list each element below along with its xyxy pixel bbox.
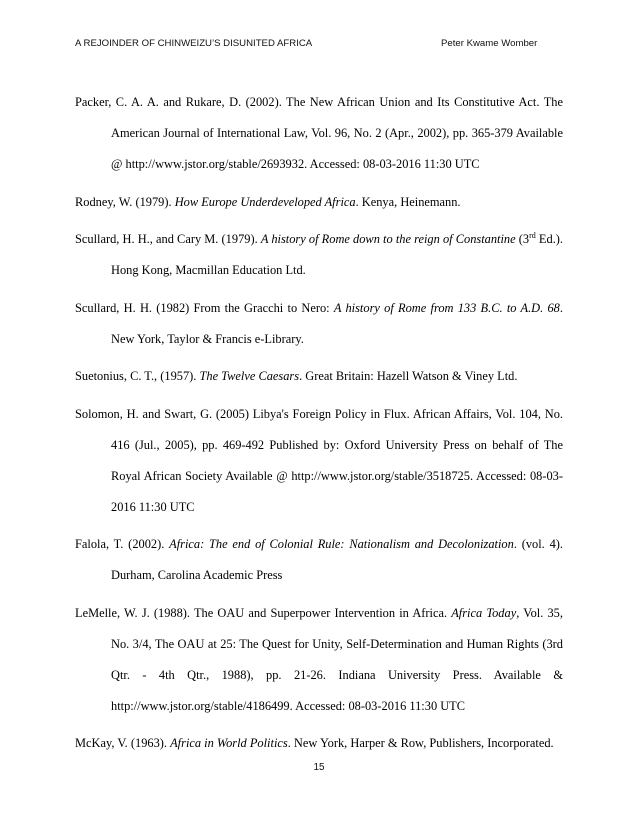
- reference-title: A history of Rome down to the reign of Constantine: [260, 232, 516, 246]
- reference-entry: Rodney, W. (1979). How Europe Underdeveloped Africa. Kenya, Heinemann.: [75, 194, 461, 209]
- reference-title: Africa in World Politics: [170, 736, 288, 750]
- reference-entry: McKay, V. (1963). Africa in World Politics. New York, Harper & Row, Publishers, Incorporated.: [75, 736, 554, 750]
- reference-entry: Falola, T. (2002). Africa: The end of Colonial Rule: Nationalism and Decolonization. (vol. 4). Durham, Carolina Academic Press: [75, 537, 563, 582]
- reference-title: The Twelve Caesars: [199, 369, 300, 383]
- reference-entry: Scullard, H. H. (1982) From the Gracchi to Nero: A history of Rome from 133 B.C. to A.D. 68. New York, Taylor & Francis e-Library.: [75, 300, 563, 346]
- reference-entry: Scullard, H. H., and Cary M. (1979). A history of Rome down to the reign of Constantine (3rd Ed.). Hong Kong, Macmillan Education Ltd.: [75, 230, 564, 277]
- reference-entry: Packer, C. A. A. and Rukare, D. (2002). The New African Union and Its Constitutive Act. The American Journal of International Law, Vol. 96, No. 2 (Apr., 2002), pp. 365-379 Available @ http://www.jstor.org/stable/2693932. Accessed: 08-03-2016 11:30 UTC: [75, 95, 563, 171]
- reference-title: How Europe Underdeveloped Africa: [174, 194, 356, 209]
- page-number: 15: [313, 762, 325, 773]
- reference-title: Africa Today: [451, 605, 517, 620]
- reference-list: [75, 87, 563, 759]
- running-header-author: Peter Kwame Womber: [441, 38, 538, 49]
- reference-title: A history of Rome from 133 B.C. to A.D. 68: [333, 300, 560, 315]
- reference-title: Africa: The end of Colonial Rule: Nationalism and Decolonization: [169, 537, 514, 551]
- reference-entry: LeMelle, W. J. (1988). The OAU and Superpower Intervention in Africa. Africa Today, Vol. 35, No. 3/4, The OAU at 25: The Quest for Unity, Self-Determination and Human Rights (3rd Qtr. - 4th Qtr., 1988), pp. 21-26. Indiana University Press. Available & http://www.jstor.org/stable/4186499. Accessed: 08-03-2016 11:30 UTC: [75, 605, 563, 713]
- reference-entry: Suetonius, C. T., (1957). The Twelve Caesars. Great Britain: Hazell Watson & Viney Ltd.: [75, 369, 518, 383]
- running-header-title: A REJOINDER OF CHINWEIZU’S DISUNITED AFRICA: [75, 38, 313, 49]
- reference-entry: Solomon, H. and Swart, G. (2005) Libya's Foreign Policy in Flux. African Affairs, Vol. 104, No. 416 (Jul., 2005), pp. 469-492 Published by: Oxford University Press on behalf of The Royal African Society Available @ http://www.jstor.org/stable/3518725. Accessed: 08-03-2016 11:30 UTC: [75, 406, 563, 514]
